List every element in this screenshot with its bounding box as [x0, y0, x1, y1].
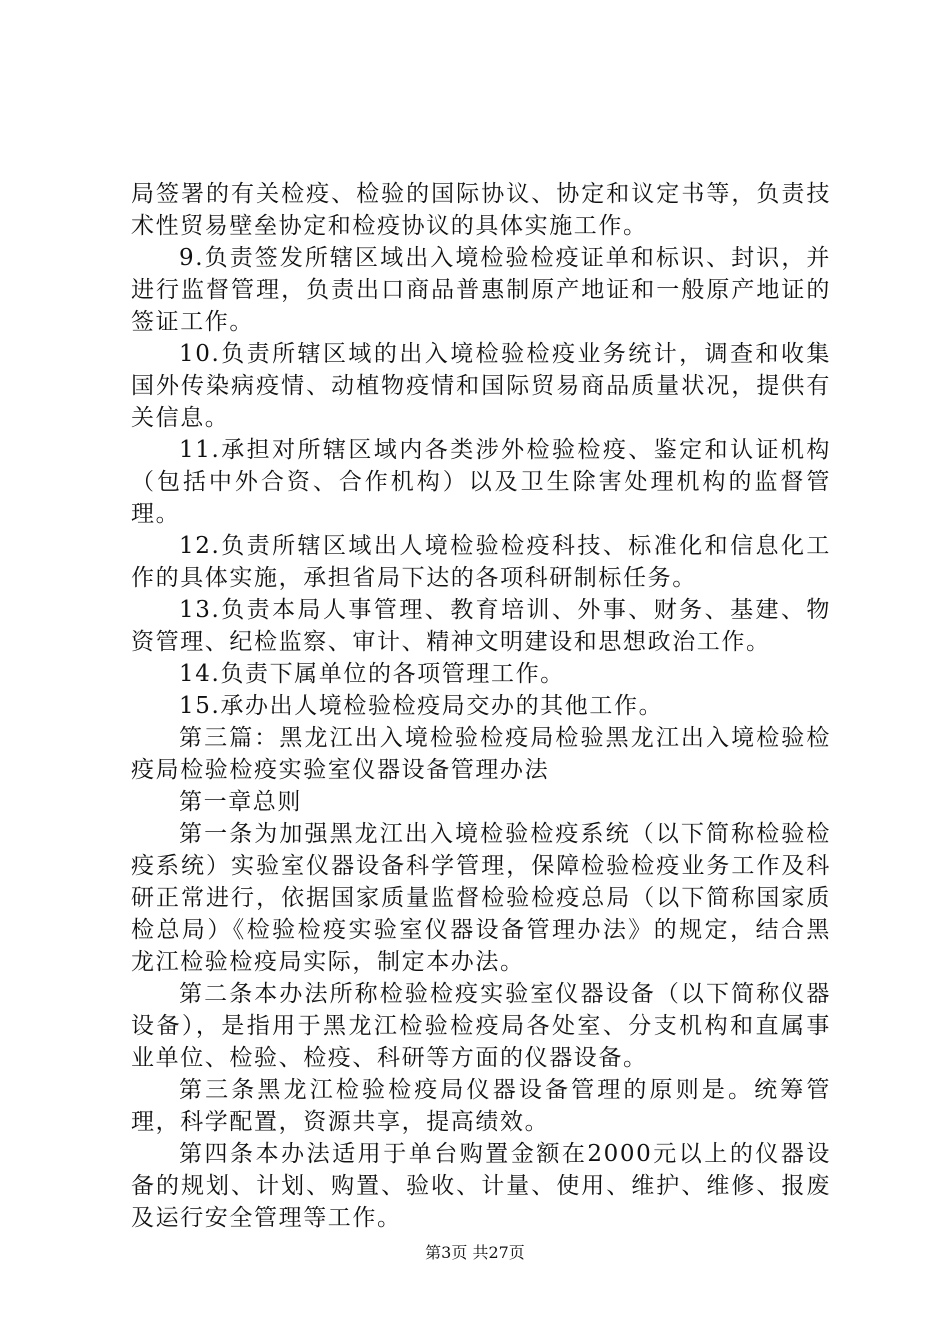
paragraph-item-13: 13.负责本局人事管理、教育培训、外事、财务、基建、物资管理、纪检监察、审计、精神文明建设和思想政治工作。 — [131, 597, 831, 655]
page-number-footer: 第3页 共27页 — [425, 1243, 525, 1262]
paragraph-item-15: 15.承办出人境检验检疫局交办的其他工作。 — [179, 693, 664, 719]
article-3: 第三条黑龙江检验检疫局仪器设备管理的原则是。统筹管理，科学配置，资源共享，提高绩效。 — [131, 1077, 831, 1135]
paragraph-item-11: 11.承担对所辖区域内各类涉外检验检疫、鉴定和认证机构（包括中外合资、合作机构）以及卫生除害处理机构的监督管理。 — [131, 437, 831, 527]
document-body — [131, 178, 831, 1234]
paragraph-item-10: 10.负责所辖区域的出入境检验检疫业务统计，调查和收集国外传染病疫情、动植物疫情和国际贸易商品质量状况，提供有关信息。 — [131, 341, 831, 431]
chapter-title: 第一章总则 — [179, 789, 302, 815]
article-4: 第四条本办法适用于单台购置金额在2000元以上的仪器设备的规划、计划、购置、验收、计量、使用、维护、维修、报废及运行安全管理等工作。 — [131, 1141, 831, 1231]
paragraph-item-9: 9.负责签发所辖区域出入境检验检疫证单和标识、封识，并进行监督管理，负责出口商品普惠制原产地证和一般原产地证的签证工作。 — [131, 245, 831, 335]
article-1: 第一条为加强黑龙江出入境检验检疫系统（以下简称检验检疫系统）实验室仪器设备科学管理，保障检验检疫业务工作及科研正常进行，依据国家质量监督检验检疫总局（以下简称国家质检总局）《检验检疫实验室仪器设备管理办法》的规定，结合黑龙江检验检疫局实际，制定本办法。 — [131, 821, 831, 975]
paragraph-item-12: 12.负责所辖区域出人境检验检疫科技、标准化和信息化工作的具体实施，承担省局下达的各项科研制标任务。 — [131, 533, 831, 591]
section-title: 第三篇：黑龙江出入境检验检疫局检验黑龙江出入境检验检疫局检验检疫实验室仪器设备管理办法 — [131, 725, 831, 783]
paragraph-item-14: 14.负责下属单位的各项管理工作。 — [179, 661, 565, 687]
paragraph-continuation: 局签署的有关检疫、检验的国际协议、协定和议定书等，负责技术性贸易壁垒协定和检疫协议的具体实施工作。 — [131, 181, 831, 239]
article-2: 第二条本办法所称检验检疫实验室仪器设备（以下简称仪器设备），是指用于黑龙江检验检疫局各处室、分支机构和直属事业单位、检验、检疫、科研等方面的仪器设备。 — [131, 981, 831, 1071]
